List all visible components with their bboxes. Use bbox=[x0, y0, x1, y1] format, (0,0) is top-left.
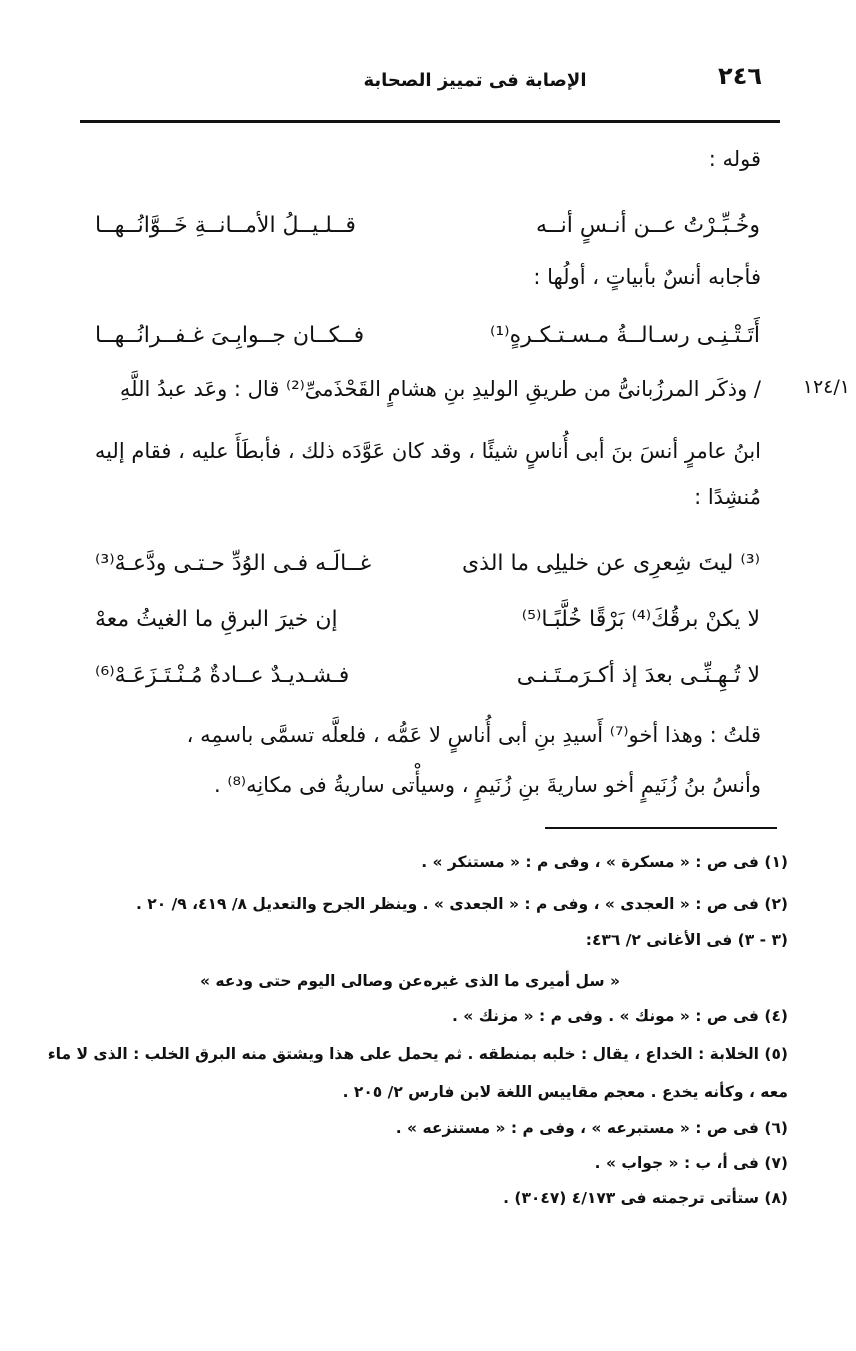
prose-line: وأنسُ بنُ زُنَيمٍ أخو ساريةَ بنِ زُنَيمٍ ، وسيأْتى ساريةُ فى مكانِه⁽⁸⁾ . bbox=[213, 773, 761, 797]
verse-line bbox=[95, 662, 760, 702]
verse-line bbox=[95, 212, 760, 252]
footnote-continuation: معه ، وكأنه يخدع . معجم مقاييس اللغة لابن فارس ٢/ ٢٠٥ . bbox=[342, 1083, 788, 1101]
verse-first-hemistich: أَتَـتْـنِـى رسـالــةُ مـسـتـكـرهٍ⁽¹⁾ bbox=[489, 323, 760, 348]
running-title: الإصابة فى تمييز الصحابة bbox=[363, 70, 587, 91]
verse-second-hemistich: قــلـيــلُ الأمــانــةِ خَــوَّانُــهــا bbox=[95, 213, 356, 238]
footnote: (٣ - ٣) فى الأغانى ٢/ ٤٣٦: bbox=[585, 931, 788, 949]
verse-second-hemistich: فــكــان جــوابِـىَ غـفــرانُــهــا bbox=[95, 323, 365, 348]
verse-second-hemistich: غــالَـه فـى الوُدِّ حـتـى ودَّعـهْ⁽³⁾ bbox=[95, 551, 372, 576]
footnote: (٤) فى ص : « مونك » . وفى م : « مزنك » . bbox=[452, 1007, 788, 1025]
footnote: (٨) ستأتى ترجمته فى ٤/١٧٣ (٣٠٤٧) . bbox=[503, 1189, 788, 1207]
prose-line: قلتُ : وهذا أخو⁽⁷⁾ أَسيدِ بنِ أبى أُناسٍ لا عَمُّه ، فلعلَّه تسمَّى باسمِه ، bbox=[186, 723, 761, 747]
verse-first-hemistich: لا يكنْ برقُكَ⁽⁴⁾ بَرْقًا خُلَّبًـا⁽⁵⁾ bbox=[521, 607, 760, 632]
footnote: (٥) الخلابة : الخداع ، يقال : خلبه بمنطقه . ثم يحمل على هذا ويشتق منه البرق الخلب : الذى لا ماء bbox=[47, 1045, 788, 1063]
verse-line bbox=[95, 550, 760, 590]
footnote-verse-second: عن وصالى اليوم حتى ودعه » bbox=[200, 972, 423, 990]
verse-first-hemistich: ⁽³⁾ ليتَ شِعرِى عن خليلِى ما الذى bbox=[461, 551, 760, 576]
footnote: (٦) فى ص : « مستبرعه » ، وفى م : « مستنزعه » . bbox=[395, 1119, 788, 1137]
footnote: (٧) فى أ، ب : « جواب » . bbox=[594, 1154, 788, 1172]
footnote-rule bbox=[545, 827, 777, 829]
header-rule bbox=[80, 120, 780, 123]
verse-line bbox=[95, 322, 760, 362]
intro-line: قوله : bbox=[708, 147, 761, 171]
verse-line bbox=[95, 606, 760, 646]
verse-second-hemistich: فـشـديـدٌ عــادةٌ مُـنْـتَـزَعَـهْ⁽⁶⁾ bbox=[95, 663, 350, 688]
prose-line: ابنُ عامرٍ أنسَ بنَ أبى أُناسٍ شيئًا ، وقد كان عَوَّدَه ذلك ، فأبطَأَ عليه ، فقام إليه bbox=[94, 439, 761, 463]
footnote-verse-first: « سل أميرى ما الذى غيره bbox=[423, 972, 620, 990]
footnote-verse bbox=[200, 972, 620, 998]
verse-first-hemistich: لا تُـهِـنِّـى بعدَ إذ أكـرَمـتَـنـى bbox=[516, 663, 760, 688]
page-header bbox=[80, 60, 762, 102]
page-number: ٢٤٦ bbox=[718, 62, 762, 90]
footnote: (١) فى ص : « مسكرة » ، وفى م : « مستنكر » . bbox=[421, 853, 788, 871]
margin-reference: ١٢٤/١ bbox=[802, 376, 850, 398]
prose-line: / وذكَر المرزُبانىُّ من طريقِ الوليدِ بنِ هشامٍ القَحْذَمىِّ⁽²⁾ قال : وعَد عبدُ اللَّهِ bbox=[119, 377, 761, 401]
footnote: (٢) فى ص : « العجدى » ، وفى م : « الجعدى » . وينظر الجرح والتعديل ٨/ ٤١٩، ٩/ ٢٠ . bbox=[136, 895, 788, 913]
prose-line: فأجابه أنسٌ بأبياتٍ ، أولُها : bbox=[533, 265, 761, 289]
verse-second-hemistich: إن خيرَ البرقِ ما الغيثُ معهْ bbox=[95, 607, 338, 632]
prose-line: مُنشِدًا : bbox=[694, 485, 761, 509]
verse-first-hemistich: وخُـبِّـرْتُ عــن أنـسٍ أنــه bbox=[536, 213, 760, 238]
